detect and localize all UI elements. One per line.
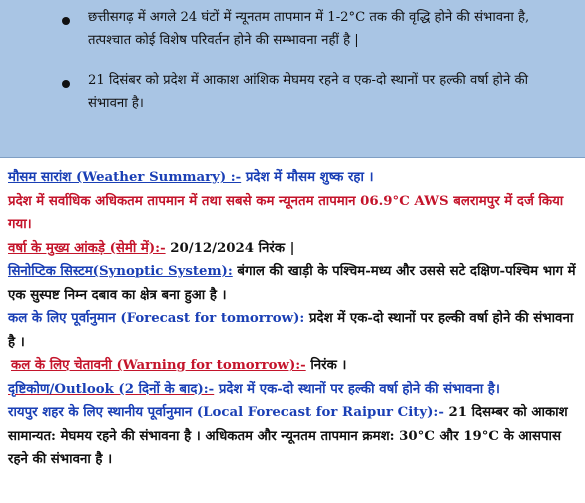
warning-label: कल के लिए चेतावनी (Warning for tomorrow):- xyxy=(11,358,306,373)
outlook-text: प्रदेश में एक-दो स्थानों पर हल्की वर्षा होने की संभावना है। xyxy=(214,381,500,397)
outlook-line xyxy=(8,378,578,402)
synoptic-text: बंगाल की खाड़ी के पश्चिम-मध्य और उससे सटे दक्षिण-पश्चिम भाग में एक सुस्पष्ट निम्न दबाव का क्षेत्र बना हुआ है । xyxy=(8,264,576,303)
warning-text: निरंक । xyxy=(305,358,347,373)
forecast-label: कल के लिए पूर्वानुमान (Forecast for tomorrow): xyxy=(8,311,305,326)
highlights-box xyxy=(0,0,585,158)
local-forecast-label: रायपुर शहर के लिए स्थानीय पूर्वानुमान (Local Forecast for Raipur City):- xyxy=(8,405,444,420)
rainfall-data-label: वर्षा के मुख्य आंकड़े (सेमी में):- xyxy=(8,240,166,256)
weather-summary-line xyxy=(8,166,578,190)
synoptic-line xyxy=(8,260,578,307)
forecast-text: प्रदेश में एक-दो स्थानों पर हल्की वर्षा होने की संभावना है । xyxy=(8,311,574,350)
bullet-text-2: 21 दिसंबर को प्रदेश में आकाश आंशिक मेघमय रहने व एक-दो स्थानों पर हल्की वर्षा होने की संभावना है। xyxy=(88,73,529,111)
rainfall-data-value: 20/12/2024 निरंक | xyxy=(165,240,295,256)
local-forecast-text: 21 दिसम्बर को आकाश सामान्यत: मेघमय रहने की संभावना है । अधिकतम और न्यूनतम तापमान क्रमश: 30°C और 19°C के आसपास रहने की संभावना है । xyxy=(8,405,568,467)
weather-summary xyxy=(8,166,578,472)
weather-summary-text: प्रदेश में मौसम शुष्क रहा । xyxy=(241,170,374,185)
outlook-label: दृष्टिकोण/Outlook (2 दिनों के बाद):- xyxy=(8,381,215,397)
warning-line xyxy=(8,354,578,378)
synoptic-label: सिनोप्टिक सिस्टम(Synoptic System): xyxy=(8,264,233,279)
bullet-icon xyxy=(62,17,70,25)
bullet-icon xyxy=(62,80,70,88)
max-min-temp-text: प्रदेश में सर्वाधिक अधिकतम तापमान में तथा सबसे कम न्यूनतम तापमान 06.9°C AWS बलरामपुर में दर्ज किया गया। xyxy=(8,193,564,232)
local-forecast-line xyxy=(8,401,578,472)
weather-summary-label: मौसम सारांश (Weather Summary) :- xyxy=(8,170,242,185)
rainfall-data-line xyxy=(8,237,578,261)
forecast-line xyxy=(8,307,578,354)
bullet-text-1: छत्तीसगढ़ में अगले 24 घंटों में न्यूनतम तापमान में 1-2°C तक की वृद्धि होने की संभावना है, तत्पश्चात कोई विशेष परिवर्तन होने की सम्भावना नहीं है | xyxy=(88,10,530,48)
